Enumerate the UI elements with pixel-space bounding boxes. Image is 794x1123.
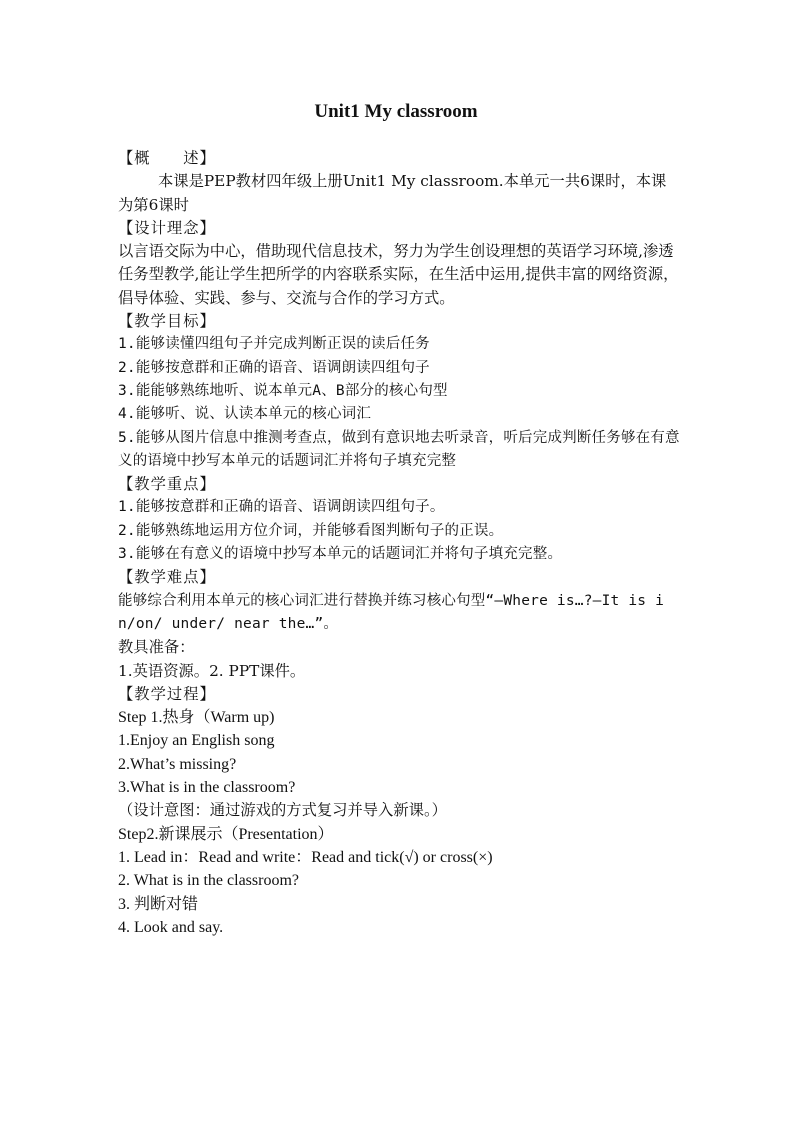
step2-item: 4. Look and say. bbox=[118, 918, 224, 936]
step1-intent: （设计意图：通过游戏的方式复习并导入新课。） bbox=[118, 801, 447, 820]
step1-item: 3.What is in the classroom? bbox=[118, 779, 296, 797]
document-title: Unit1 My classroom bbox=[314, 101, 478, 122]
key-point-item: 1.能够按意群和正确的语音、语调朗读四组句子。 bbox=[118, 499, 445, 516]
materials-heading: 教具准备： bbox=[118, 638, 195, 657]
key-point-item: 3.能够在有意义的语境中抄写本单元的话题词汇并将句子填充完整。 bbox=[118, 546, 563, 563]
objectives-heading: 【教学目标】 bbox=[118, 312, 216, 331]
objective-item: 1.能够读懂四组句子并完成判断正误的读后任务 bbox=[118, 336, 430, 353]
overview-text: 本课是PEP教材四年级上册Unit1 My classroom.本单元一共6课时，本课为第6课时 bbox=[118, 172, 667, 214]
difficulty-heading: 【教学难点】 bbox=[118, 568, 216, 587]
step2-item: 3. 判断对错 bbox=[118, 895, 199, 913]
key-points-heading: 【教学重点】 bbox=[118, 475, 216, 494]
difficulty-text: 能够综合利用本单元的核心词汇进行替换并练习核心句型“—Where is…?—It is in/on/ under/ near the…”。 bbox=[118, 592, 665, 632]
objective-item: 4.能够听、说、认读本单元的核心词汇 bbox=[118, 406, 372, 423]
document-body bbox=[118, 147, 680, 939]
step2-title: Step2.新课展示（Presentation） bbox=[118, 825, 334, 843]
step2-item: 2. What is in the classroom? bbox=[118, 872, 299, 890]
objective-item: 3.能能够熟练地听、说本单元A、B部分的核心句型 bbox=[118, 382, 448, 399]
step1-title: Step 1.热身（Warm up) bbox=[118, 709, 275, 727]
process-heading: 【教学过程】 bbox=[118, 684, 216, 703]
step1-item: 1.Enjoy an English song bbox=[118, 732, 275, 750]
objective-item: 2.能够按意群和正确的语音、语调朗读四组句子 bbox=[118, 359, 430, 376]
step1-item: 2.What’s missing? bbox=[118, 755, 237, 773]
design-text: 以言语交际为中心，借助现代信息技术，努力为学生创设理想的英语学习环境,渗透任务型教学,能让学生把所学的内容联系实际，在生活中运用,提供丰富的网络资源，倡导体验、实践、参与、交流与合作的学习方式。 bbox=[118, 242, 679, 307]
step2-item: 1. Lead in：Read and write：Read and tick(√) or cross(×) bbox=[118, 848, 493, 866]
design-heading: 【设计理念】 bbox=[118, 218, 216, 237]
overview-heading: 【概 述】 bbox=[118, 149, 216, 167]
objective-item: 5.能够从图片信息中推测考查点，做到有意识地去听录音，听后完成判断任务够在有意义的语境中抄写本单元的话题词汇并将句子填充完整 bbox=[118, 429, 680, 469]
key-point-item: 2.能够熟练地运用方位介词，并能够看图判断句子的正误。 bbox=[118, 522, 504, 539]
materials-text: 1.英语资源。2. PPT课件。 bbox=[118, 661, 306, 680]
